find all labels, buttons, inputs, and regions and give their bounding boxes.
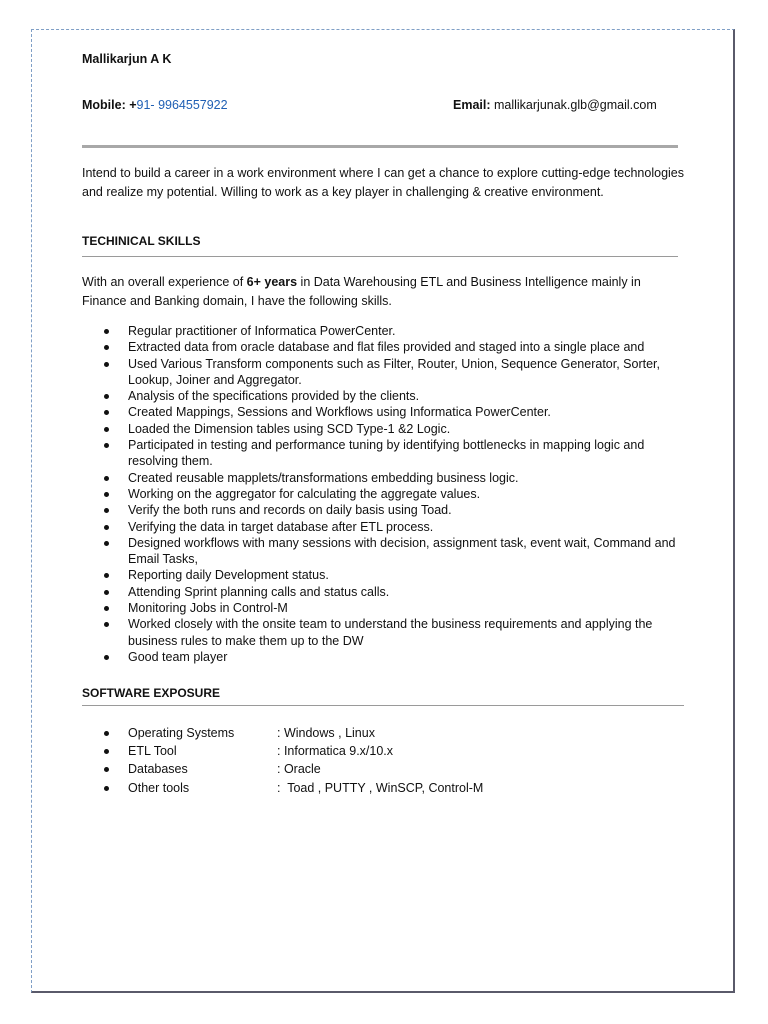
skill-text: Regular practitioner of Informatica PowerCenter. — [128, 324, 396, 338]
skill-item — [82, 535, 684, 568]
bullet-icon — [104, 786, 109, 791]
skill-item — [82, 616, 684, 649]
mobile-label: Mobile: + — [82, 98, 137, 112]
technical-skills-heading: TECHINICAL SKILLS — [82, 234, 201, 248]
skill-item — [82, 323, 684, 339]
bullet-icon — [104, 606, 109, 611]
technical-skills-divider — [82, 256, 678, 257]
bullet-icon — [104, 573, 109, 578]
skill-item — [82, 584, 684, 600]
skill-item — [82, 649, 684, 665]
software-exposure-divider — [82, 705, 684, 706]
skill-item — [82, 404, 684, 420]
software-item — [82, 779, 684, 797]
software-item — [82, 742, 684, 760]
bullet-icon — [104, 476, 109, 481]
skill-text: Extracted data from oracle database and flat files provided and staged into a single place and — [128, 340, 645, 355]
email-address[interactable]: mallikarjunak.glb@gmail.com — [490, 98, 657, 112]
software-item — [82, 724, 684, 742]
software-value: : Oracle — [277, 762, 321, 777]
skill-item — [82, 502, 684, 518]
skill-item — [82, 339, 684, 355]
skill-item — [82, 437, 684, 470]
skill-item — [82, 600, 684, 616]
bullet-icon — [104, 492, 109, 497]
skill-item — [82, 421, 684, 437]
bullet-icon — [104, 655, 109, 660]
skill-item — [82, 388, 684, 404]
skill-item — [82, 567, 684, 583]
skill-text: Worked closely with the onsite team to understand the business requirements and applying the business rules to make them up to the DW — [128, 617, 653, 648]
mobile-contact — [82, 98, 228, 112]
header-divider — [82, 145, 678, 148]
skills-intro-lead: With an overall experience of — [82, 275, 247, 289]
mobile-number[interactable]: 91- 9964557922 — [136, 98, 228, 112]
software-category: Operating Systems — [128, 726, 235, 740]
skill-text: Verify the both runs and records on daily basis using Toad. — [128, 503, 452, 518]
bullet-icon — [104, 362, 109, 367]
software-value: : Toad , PUTTY , WinSCP, Control-M — [277, 780, 484, 795]
bullet-icon — [104, 622, 109, 627]
bullet-icon — [104, 731, 109, 736]
skill-text: Verifying the data in target database after ETL process. — [128, 519, 434, 534]
skill-item — [82, 486, 684, 502]
skill-text: Used Various Transform components such as Filter, Router, Union, Sequence Generator, Sorter, Lookup, Joiner and Aggregator. — [128, 356, 660, 387]
skills-intro-rest: in Data Warehousing ETL and Business Intelligence mainly in Finance and Banking domain, I have the following skills. — [82, 275, 641, 308]
skill-text: Analysis of the specifications provided by the clients. — [128, 389, 420, 404]
skill-item — [82, 356, 684, 389]
bullet-icon — [104, 749, 109, 754]
software-category: ETL Tool — [128, 744, 177, 759]
skill-text: Attending Sprint planning calls and status calls. — [128, 584, 390, 599]
experience-years: 6+ years — [246, 275, 298, 289]
bullet-icon — [104, 508, 109, 513]
skill-item — [82, 519, 684, 535]
software-value: : Informatica 9.x/10.x — [277, 744, 394, 759]
skills-list — [82, 323, 684, 665]
bullet-icon — [104, 525, 109, 530]
skill-text: Participated in testing and performance tuning by identifying bottlenecks in mapping logic and resolving them. — [128, 438, 645, 469]
bullet-icon — [104, 590, 109, 595]
bullet-icon — [104, 541, 109, 546]
bullet-icon — [104, 329, 109, 334]
skill-text: Working on the aggregator for calculating the aggregate values. — [128, 486, 481, 501]
bullet-icon — [104, 394, 109, 399]
software-item — [82, 760, 684, 778]
skill-item — [82, 470, 684, 486]
software-category: Databases — [128, 762, 188, 777]
software-exposure-heading: SOFTWARE EXPOSURE — [82, 686, 221, 700]
career-objective: Intend to build a career in a work environment where I can get a chance to explore cutting-edge technologies and realize my potential. Willing to work as a key player in challenging & creative environment. — [82, 166, 684, 199]
email-label: Email: — [453, 98, 491, 112]
skill-text: Reporting daily Development status. — [128, 568, 329, 583]
software-list — [82, 724, 684, 797]
email-contact — [453, 98, 657, 112]
skill-text: Good team player — [128, 649, 228, 664]
software-category: Other tools — [128, 780, 190, 795]
skills-intro — [82, 273, 684, 311]
skill-text: Created Mappings, Sessions and Workflows using Informatica PowerCenter. — [128, 405, 551, 420]
software-value: : Windows , Linux — [277, 726, 375, 740]
candidate-name: Mallikarjun A K — [82, 52, 172, 66]
skill-text: Created reusable mapplets/transformations embedding business logic. — [128, 470, 519, 485]
skill-text: Monitoring Jobs in Control-M — [128, 601, 288, 616]
skill-text: Designed workflows with many sessions with decision, assignment task, event wait, Command and Email Tasks, — [128, 535, 676, 567]
bullet-icon — [104, 345, 109, 350]
bullet-icon — [104, 427, 109, 432]
bullet-icon — [104, 410, 109, 415]
bullet-icon — [104, 443, 109, 448]
bullet-icon — [104, 767, 109, 772]
skill-text: Loaded the Dimension tables using SCD Type-1 &2 Logic. — [128, 421, 451, 436]
